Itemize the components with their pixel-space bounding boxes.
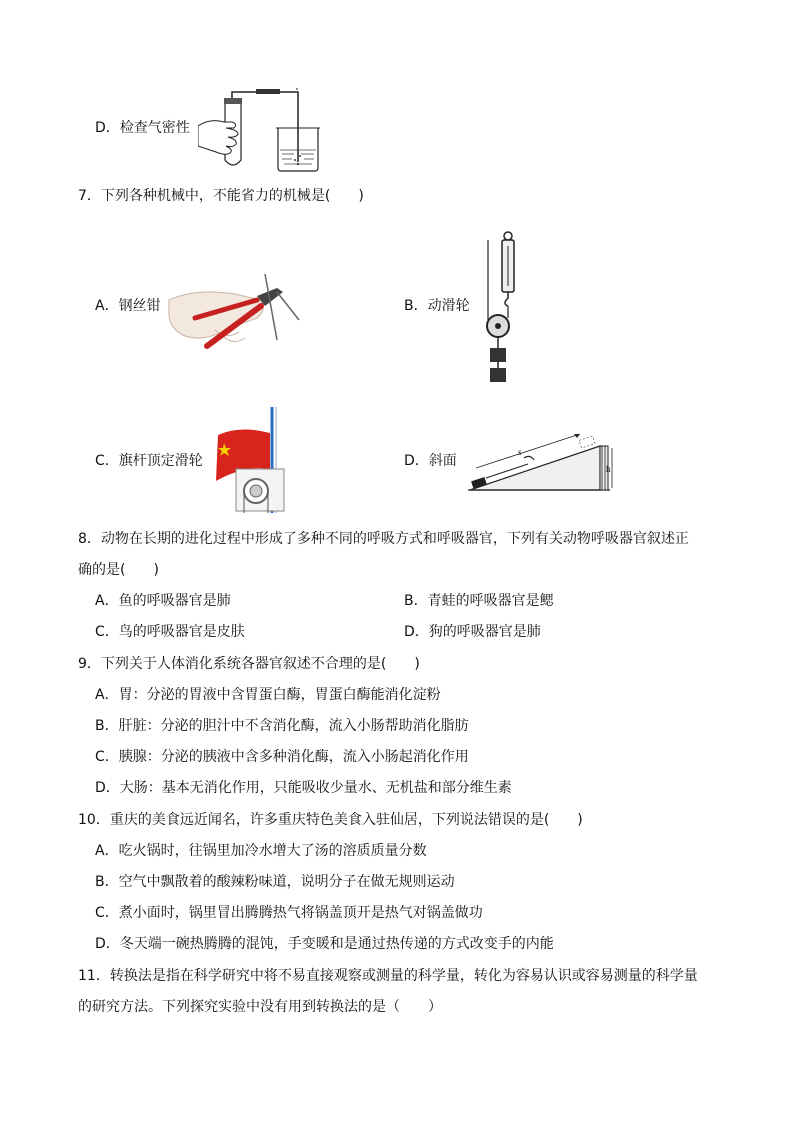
q7-option-b: B．动滑轮 <box>404 298 470 314</box>
q10-option-c: C．煮小面时，锅里冒出腾腾热气将锅盖顶开是热气对锅盖做功 <box>95 905 483 921</box>
q9-option-a: A．胃：分泌的胃液中含胃蛋白酶，胃蛋白酶能消化淀粉 <box>95 687 441 703</box>
incline-plane-image <box>466 428 616 494</box>
q10-option-a: A．吃火锅时，往锅里加冷水增大了汤的溶质质量分数 <box>95 843 427 859</box>
q9-option-b: B．肝脏：分泌的胆汁中不含消化酶，流入小肠帮助消化脂肪 <box>95 718 469 734</box>
q7-stem: 7．下列各种机械中，不能省力的机械是( ) <box>78 188 364 204</box>
q6-option-d: D．检查气密性 <box>95 120 190 136</box>
q7-option-c: C．旗杆顶定滑轮 <box>95 453 203 469</box>
q10-stem: 10．重庆的美食远近闻名，许多重庆特色美食入驻仙居，下列说法错误的是( ) <box>78 812 583 828</box>
movable-pulley-image <box>478 230 528 386</box>
q8-option-b: B．青蛙的呼吸器官是鳃 <box>404 593 554 609</box>
q8-option-a: A．鱼的呼吸器官是肺 <box>95 593 231 609</box>
q10-option-d: D．冬天端一碗热腾腾的混饨，手变暖和是通过热传递的方式改变手的内能 <box>95 936 554 952</box>
q9-option-d: D．大肠：基本无消化作用，只能吸收少量水、无机盐和部分维生素 <box>95 780 512 796</box>
q11-stem-line1: 11．转换法是指在科学研究中将不易直接观察或测量的科学量，转化为容易认识或容易测量的科学量 <box>78 968 698 984</box>
airtightness-apparatus-image <box>198 82 328 174</box>
q7-option-d: D．斜面 <box>404 453 457 469</box>
incline-label-h: h <box>606 464 611 474</box>
q8-option-c: C．鸟的呼吸器官是皮肤 <box>95 624 245 640</box>
flagpole-pulley-image <box>210 405 290 515</box>
wire-pliers-image <box>165 270 305 350</box>
q8-stem-line2: 确的是( ) <box>78 562 159 578</box>
q9-stem: 9．下列关于人体消化系统各器官叙述不合理的是( ) <box>78 656 420 672</box>
q10-option-b: B．空气中飘散着的酸辣粉味道，说明分子在做无规则运动 <box>95 874 455 890</box>
q7-option-a: A．钢丝钳 <box>95 298 161 314</box>
q9-option-c: C．胰腺：分泌的胰液中含多种消化酶，流入小肠起消化作用 <box>95 749 469 765</box>
q8-option-d: D．狗的呼吸器官是肺 <box>404 624 541 640</box>
incline-label-s: s <box>518 447 522 457</box>
q8-stem-line1: 8．动物在长期的进化过程中形成了多种不同的呼吸方式和呼吸器官，下列有关动物呼吸器官叙述正 <box>78 531 689 547</box>
q11-stem-line2: 的研究方法。下列探究实验中没有用到转换法的是（ ） <box>78 999 442 1015</box>
